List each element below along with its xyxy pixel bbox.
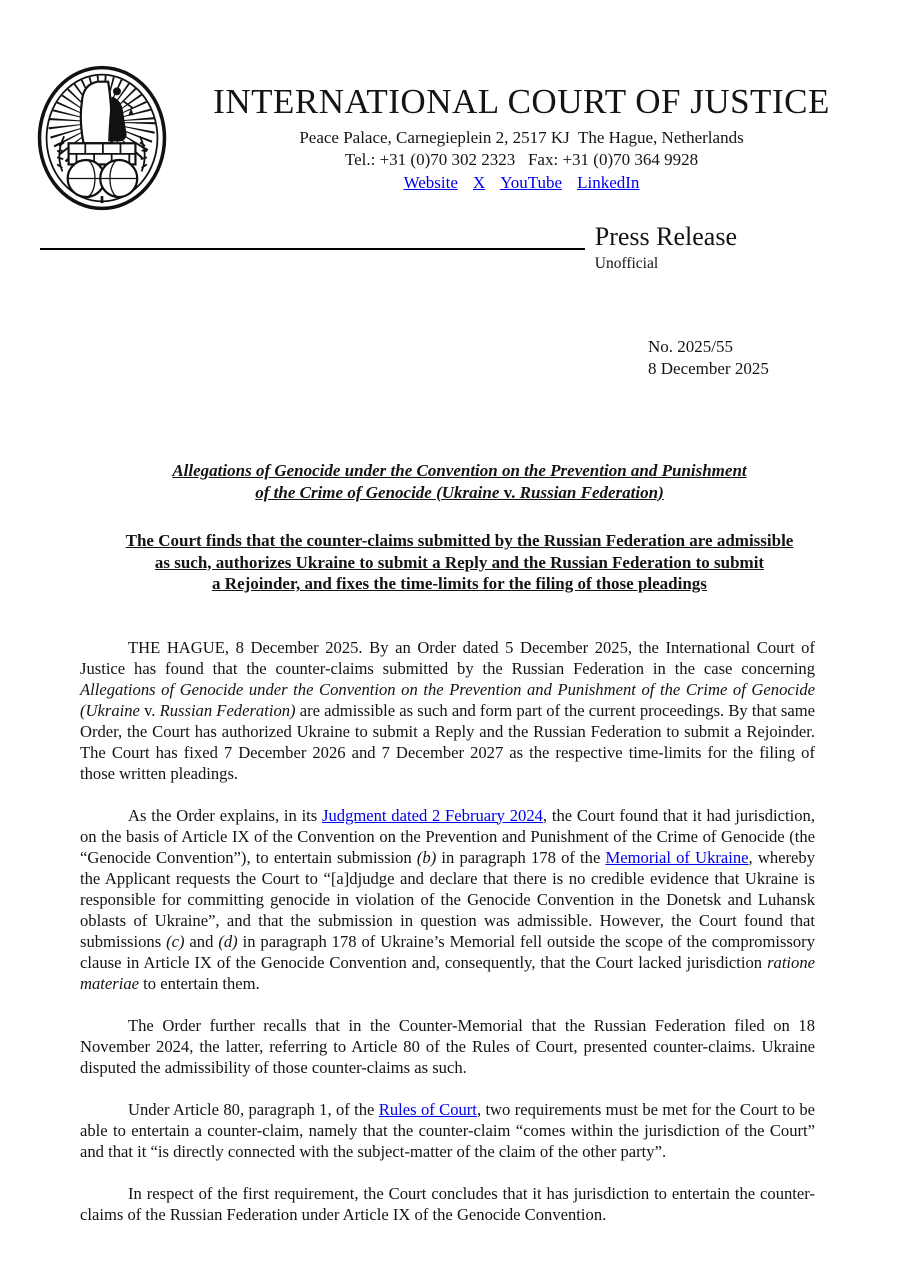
header-text-block [168, 62, 879, 193]
text-segment: , two requirements must be met for the Court to be able to entertain a counter-claim, namely that the counter-claim “comes within the jurisdiction of the Court” and that it “is directly connected with the subject-matter of the claim of the other party”. [80, 1099, 816, 1161]
headline-line: The Court finds that the counter-claims submitted by the Russian Federation are admissible [125, 531, 794, 550]
text-segment: (d) [218, 931, 238, 951]
text-segment: are admissible as such and form part of the current proceedings. By that same Order, the Court has authorized Ukraine to submit a Reply and the Russian Federation to submit a Rejoinder. The Court has fixed 7 December 2026 and 7 December 2027 as the respective time-limits for the filing of those written pleadings. [80, 700, 815, 783]
body-link[interactable]: Rules of Court [378, 1099, 477, 1119]
case-title-line [0, 460, 919, 482]
header-links [168, 172, 875, 193]
text-segment: (b) [416, 847, 437, 867]
org-address: Peace Palace, Carnegieplein 2, 2517 KJ The Hague, Netherlands [299, 128, 744, 147]
x-link[interactable]: X [472, 173, 486, 192]
body-paragraph [80, 1183, 815, 1225]
body-link[interactable]: Judgment dated 2 February 2024 [322, 805, 543, 825]
press-release-label: Press Release [594, 222, 737, 251]
text-segment: ratione materiae [80, 952, 815, 993]
body-paragraph [80, 1099, 815, 1162]
linkedin-link[interactable]: LinkedIn [577, 173, 640, 192]
body-paragraph [80, 805, 815, 994]
text-segment: to entertain them. [139, 973, 260, 993]
case-title-line [0, 482, 919, 504]
document-header [0, 0, 919, 214]
youtube-link[interactable]: YouTube [500, 173, 563, 192]
body-paragraphs [0, 637, 919, 1225]
text-segment: In respect of the first requirement, the Court concludes that it has jurisdiction to entertain the counter-claims of the Russian Federation under Article IX of the Genocide Convention. [80, 1183, 815, 1224]
release-number: No. 2025/55 [648, 337, 733, 356]
headline [0, 530, 919, 595]
text-segment: (c) [166, 931, 185, 951]
text-segment: Russian Federation) [159, 700, 296, 720]
text-segment: v. [503, 482, 516, 502]
body-paragraph [80, 637, 815, 784]
headline-line: as such, authorizes Ukraine to submit a Reply and the Russian Federation to submit [154, 552, 765, 572]
text-segment: Under Article 80, paragraph 1, of the [128, 1099, 379, 1119]
org-title: INTERNATIONAL COURT OF JUSTICE [213, 82, 830, 121]
case-title [0, 460, 919, 503]
release-info-block [648, 336, 919, 380]
body-paragraph [80, 1015, 815, 1078]
headline-line: a Rejoinder, and fixes the time-limits for the filing of those pleadings [212, 574, 707, 593]
text-segment: Allegations of Genocide under the Convention on the Prevention and Punishment of the Crime of Genocide (Ukraine [80, 679, 815, 720]
text-segment: of the Crime of Genocide (Ukraine [255, 482, 504, 502]
text-segment: Allegations of Genocide under the Convention on the Prevention and Punishment [172, 461, 747, 480]
text-segment: THE HAGUE, 8 December 2025. By an Order dated 5 December 2025, the International Court of Justice has found that the counter-claims submitted by the Russian Federation in the case concerning [80, 637, 815, 678]
text-segment: in paragraph 178 of Ukraine’s Memorial fell outside the scope of the compromissory clause in Article IX of the Genocide Convention and, consequently, that the Court lacked jurisdiction [80, 931, 815, 972]
icj-seal-icon [36, 62, 168, 214]
press-release-rule-row [40, 220, 737, 274]
text-segment: Russian Federation) [515, 482, 664, 502]
text-segment: , whereby the Applicant requests the Court to “[a]djudge and declare that there is no credible evidence that Ukraine is responsible for committing genocide in violation of the Genocide Convention in the Donetsk and Luhansk oblasts of Ukraine”, and that the submission in question was admissible. However, the Court found that submissions [80, 847, 815, 951]
text-segment: and [184, 931, 219, 951]
text-segment: v. [139, 700, 160, 720]
text-segment: The Order further recalls that in the Counter-Memorial that the Russian Federation filed on 18 November 2024, the latter, referring to Article 80 of the Rules of Court, presented counter-claims. Ukraine disputed the admissibility of those counter-claims as such. [80, 1015, 815, 1077]
org-contact: Tel.: +31 (0)70 302 2323 Fax: +31 (0)70 364 9928 [344, 150, 699, 169]
text-segment: , the Court found that it had jurisdiction, on the basis of Article IX of the Convention on the Prevention and Punishment of the Crime of Genocide (the “Genocide Convention”), to entertain submission [80, 805, 815, 867]
website-link[interactable]: Website [403, 173, 458, 192]
text-segment: As the Order explains, in its [128, 805, 323, 825]
release-date: 8 December 2025 [648, 359, 769, 378]
text-segment: in paragraph 178 of the [436, 847, 606, 867]
body-link[interactable]: Memorial of Ukraine [605, 847, 749, 867]
unofficial-label: Unofficial [594, 255, 659, 272]
horizontal-rule [40, 220, 585, 250]
press-release-label-block [595, 220, 737, 274]
